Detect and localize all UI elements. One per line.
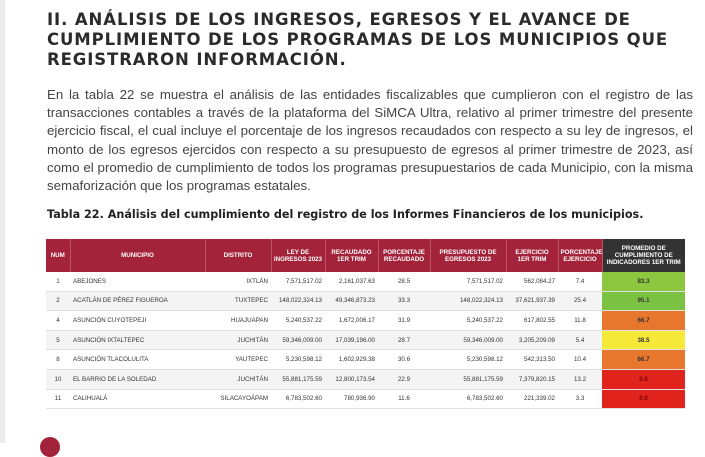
cell-promedio: 95.1 bbox=[602, 291, 685, 311]
cell-distrito: HUAJUAPAN bbox=[205, 311, 271, 331]
cell-pct-recaudado: 11.6 bbox=[378, 389, 430, 409]
cell-presupuesto: 55,881,175.59 bbox=[430, 369, 506, 389]
table-row bbox=[46, 350, 685, 370]
cell-num: 2 bbox=[46, 291, 70, 311]
cell-pct-recaudado: 30.6 bbox=[378, 350, 430, 370]
cell-promedio: 83.3 bbox=[602, 272, 685, 291]
cell-ejercicio: 562,084.27 bbox=[506, 272, 558, 291]
cell-pct-ejercicio: 5.4 bbox=[558, 330, 602, 350]
table-caption: Tabla 22. Análisis del cumplimiento del registro de los Informes Financieros de los municipios. bbox=[47, 208, 644, 221]
cell-municipio: ACATLÁN DE PÉREZ FIGUEROA bbox=[70, 291, 205, 311]
col-ejercicio: EJERCICIO 1ER TRIM bbox=[506, 239, 558, 272]
cell-promedio: 0.0 bbox=[602, 369, 685, 389]
cell-pct-recaudado: 28.5 bbox=[378, 272, 430, 291]
cell-ley: 5,240,537.22 bbox=[271, 311, 325, 331]
municipios-table bbox=[46, 239, 685, 409]
cell-distrito: SILACAYOÁPAM bbox=[205, 389, 271, 409]
cell-pct-recaudado: 31.9 bbox=[378, 311, 430, 331]
cell-num: 1 bbox=[46, 272, 70, 291]
col-ley: LEY DE INGRESOS 2023 bbox=[271, 239, 325, 272]
cell-distrito: IXTLÁN bbox=[205, 272, 271, 291]
cell-recaudado: 780,936.90 bbox=[325, 389, 378, 409]
cell-ejercicio: 37,621,937.39 bbox=[506, 291, 558, 311]
cell-presupuesto: 59,346,009.00 bbox=[430, 330, 506, 350]
cell-ejercicio: 7,379,820.15 bbox=[506, 369, 558, 389]
col-pct-ejercicio: PORCENTAJE EJERCICIO bbox=[558, 239, 602, 272]
cell-pct-ejercicio: 11.8 bbox=[558, 311, 602, 331]
cell-pct-ejercicio: 25.4 bbox=[558, 291, 602, 311]
cell-presupuesto: 6,783,502.60 bbox=[430, 389, 506, 409]
cell-ejercicio: 542,313.50 bbox=[506, 350, 558, 370]
cell-recaudado: 1,602,929.38 bbox=[325, 350, 378, 370]
cell-ley: 59,346,009.00 bbox=[271, 330, 325, 350]
col-recaudado: RECAUDADO 1ER TRIM bbox=[325, 239, 378, 272]
cell-ejercicio: 221,339.02 bbox=[506, 389, 558, 409]
cell-distrito: JUCHITÁN bbox=[205, 330, 271, 350]
col-promedio: PROMEDIO DE CUMPLIMIENTO DE INDICADORES 1ER TRIM bbox=[602, 239, 685, 272]
cell-recaudado: 49,346,873.23 bbox=[325, 291, 378, 311]
cell-num: 10 bbox=[46, 369, 70, 389]
table-row bbox=[46, 389, 685, 409]
cell-pct-recaudado: 28.7 bbox=[378, 330, 430, 350]
cell-pct-recaudado: 33.3 bbox=[378, 291, 430, 311]
cell-presupuesto: 148,022,324.13 bbox=[430, 291, 506, 311]
cell-presupuesto: 5,240,537.22 bbox=[430, 311, 506, 331]
cell-num: 5 bbox=[46, 330, 70, 350]
table-row bbox=[46, 369, 685, 389]
cell-distrito: JUCHITÁN bbox=[205, 369, 271, 389]
col-pct-recaudado: PORCENTAJE RECAUDADO bbox=[378, 239, 430, 272]
cell-pct-ejercicio: 3.3 bbox=[558, 389, 602, 409]
cell-distrito: YAUTEPEC bbox=[205, 350, 271, 370]
cell-pct-ejercicio: 13.2 bbox=[558, 369, 602, 389]
cell-municipio: ASUNCIÓN TLACOLULITA bbox=[70, 350, 205, 370]
cell-promedio: 66.7 bbox=[602, 311, 685, 331]
table-row bbox=[46, 330, 685, 350]
section-heading: II. ANÁLISIS DE LOS INGRESOS, EGRESOS Y EL AVANCE DE CUMPLIMIENTO DE LOS PROGRAMAS DE LOS MUNICIPIOS QUE REGISTRARON INFORMACIÓN. bbox=[47, 10, 669, 69]
cell-ley: 6,783,502.60 bbox=[271, 389, 325, 409]
page-marker-dot bbox=[40, 437, 60, 457]
cell-recaudado: 2,161,037.63 bbox=[325, 272, 378, 291]
cell-recaudado: 1,672,006.17 bbox=[325, 311, 378, 331]
cell-pct-recaudado: 22.9 bbox=[378, 369, 430, 389]
cell-promedio: 66.7 bbox=[602, 350, 685, 370]
cell-pct-ejercicio: 10.4 bbox=[558, 350, 602, 370]
table-header-row bbox=[46, 239, 685, 272]
cell-municipio: ASUNCIÓN CUYOTEPEJI bbox=[70, 311, 205, 331]
intro-paragraph: En la tabla 22 se muestra el análisis de las entidades fiscalizables que cumplieron con el registro de las transacciones contables a través de la plataforma del SiMCA Ultra, relativo al primer trimestre del presente ejercicio fiscal, el cual incluye el porcentaje de los ingresos recaudados con respecto a su ley de ingresos, el monto de los egresos ejercidos con respecto a su presupuesto de egresos al primer trimestre de 2023, así como el promedio de cumplimiento de todos los programas presupuestarios de cada Municipio, con la misma semaforización que los programas estatales. bbox=[47, 87, 693, 194]
cell-ley: 148,022,324.13 bbox=[271, 291, 325, 311]
table-row bbox=[46, 291, 685, 311]
cell-municipio: ABEJONES bbox=[70, 272, 205, 291]
cell-promedio: 0.0 bbox=[602, 389, 685, 409]
cell-ley: 55,881,175.59 bbox=[271, 369, 325, 389]
cell-ejercicio: 3,205,209.09 bbox=[506, 330, 558, 350]
cell-num: 8 bbox=[46, 350, 70, 370]
cell-distrito: TUXTEPEC bbox=[205, 291, 271, 311]
cell-pct-ejercicio: 7.4 bbox=[558, 272, 602, 291]
cell-municipio: EL BARRIO DE LA SOLEDAD bbox=[70, 369, 205, 389]
cell-promedio: 38.5 bbox=[602, 330, 685, 350]
cell-presupuesto: 7,571,517.02 bbox=[430, 272, 506, 291]
left-rule bbox=[0, 0, 5, 443]
cell-ejercicio: 617,802.55 bbox=[506, 311, 558, 331]
cell-municipio: ASUNCIÓN IXTALTEPEC bbox=[70, 330, 205, 350]
table-row bbox=[46, 311, 685, 331]
col-municipio: MUNICIPIO bbox=[70, 239, 205, 272]
cell-recaudado: 12,800,173.54 bbox=[325, 369, 378, 389]
col-presupuesto: PRESUPUESTO DE EGRESOS 2023 bbox=[430, 239, 506, 272]
cell-num: 11 bbox=[46, 389, 70, 409]
col-num: NUM bbox=[46, 239, 70, 272]
cell-num: 4 bbox=[46, 311, 70, 331]
cell-ley: 5,230,598.12 bbox=[271, 350, 325, 370]
cell-recaudado: 17,039,196.00 bbox=[325, 330, 378, 350]
cell-presupuesto: 5,230,598.12 bbox=[430, 350, 506, 370]
table-row bbox=[46, 272, 685, 291]
col-distrito: DISTRITO bbox=[205, 239, 271, 272]
cell-ley: 7,571,517.02 bbox=[271, 272, 325, 291]
cell-municipio: CALIHUALÁ bbox=[70, 389, 205, 409]
